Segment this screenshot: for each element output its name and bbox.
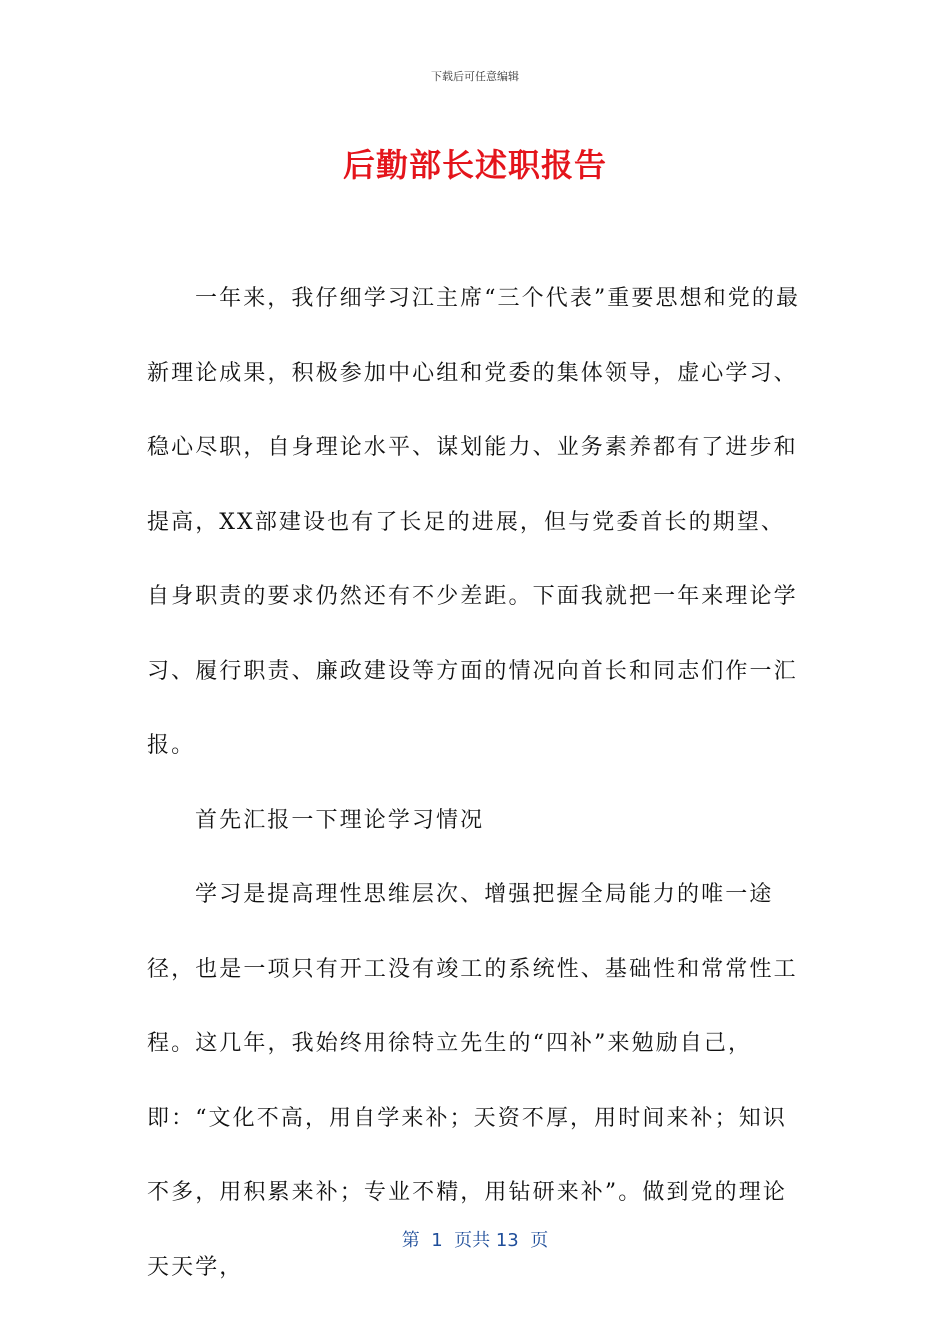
document-title: 后勤部长述职报告 (342, 146, 607, 184)
page-footer: 第 1 页共 13 页 (401, 1230, 549, 1251)
paragraph-intro: 一年来，我仔细学习江主席“三个代表”重要思想和党的最新理论成果，积极参加中心组和党委的集体领导，虚心学习、稳心尽职，自身理论水平、谋划能力、业务素养都有了进步和提高，XX部建设也有了长足的进展，但与党委首长的期望、自身职责的要求仍然还有不少差距。下面我就把一年来理论学习、履行职责、廉政建设等方面的情况向首长和同志们作一汇报。 (147, 286, 801, 758)
paragraph-section-heading: 首先汇报一下理论学习情况 (195, 807, 485, 833)
document-body (147, 262, 807, 1305)
paragraph-study: 学习是提高理性思维层次、增强把握全局能力的唯一途径，也是一项只有开工没有竣工的系统性、基础性和常常性工程。这几年，我始终用徐特立先生的“四补”来勉励自己，即：“文化不高，用自学来补；天资不厚，用时间来补；知识不多，用积累来补；专业不精，用钻研来补”。做到党的理论天天学， (147, 882, 798, 1280)
header-note: 下载后可任意编辑 (431, 70, 519, 83)
